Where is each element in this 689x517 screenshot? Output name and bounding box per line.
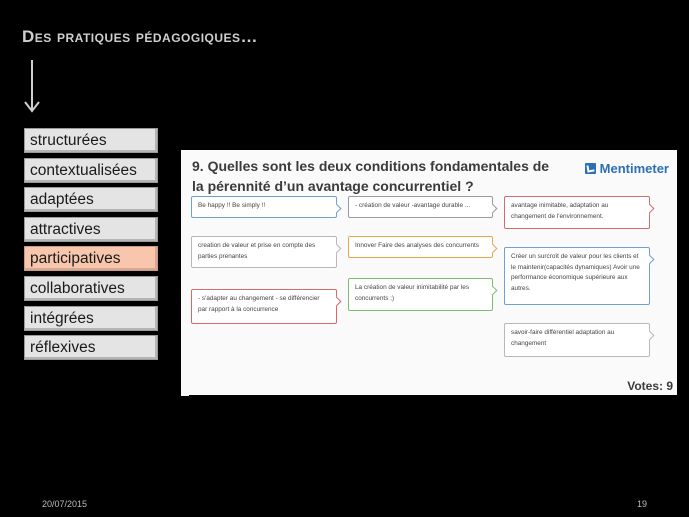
response-card: Créer un surcroît de valeur pour les clients et le maintenir(capacités dynamiques) Avoir une performance économique supérieure aux autres. bbox=[504, 247, 650, 305]
response-card: La création de valeur inimitabilité par les concurrents ;) bbox=[348, 278, 493, 311]
mentimeter-brand bbox=[585, 160, 669, 176]
list-item-reflexives: réflexives bbox=[24, 335, 158, 360]
response-card: - s'adapter au changement - se différencier par rapport à la concurrence bbox=[191, 289, 337, 324]
practices-list bbox=[24, 128, 158, 365]
screenshot-edge bbox=[181, 395, 189, 396]
response-card: savoir-faire différentiel adaptation au changement bbox=[504, 323, 650, 357]
mentimeter-question bbox=[192, 156, 592, 196]
list-item-integrees: intégrées bbox=[24, 306, 158, 331]
response-card: creation de valeur et prise en compte des parties prenantes bbox=[191, 236, 337, 268]
slide-title: Des pratiques pédagogiques… bbox=[22, 27, 259, 46]
list-item-structurees: structurées bbox=[24, 128, 158, 153]
list-item-contextualisees: contextualisées bbox=[24, 158, 158, 183]
response-card: avantage inimitable, adaptation au changement de l'environnement. bbox=[504, 196, 650, 229]
brand-name: Mentimeter bbox=[599, 160, 669, 176]
question-line-2: la pérennité d’un avantage concurrentiel ? bbox=[192, 178, 474, 194]
list-item-adaptees: adaptées bbox=[24, 187, 158, 212]
list-item-collaboratives: collaboratives bbox=[24, 276, 158, 301]
arrow-down-icon bbox=[22, 58, 42, 116]
list-item-participatives: participatives bbox=[24, 246, 158, 271]
response-card: - création de valeur -avantage durable ... bbox=[348, 196, 493, 218]
footer-date: 20/07/2015 bbox=[42, 499, 88, 509]
response-card: Be happy !! Be simply !! bbox=[191, 196, 337, 218]
list-item-attractives: attractives bbox=[24, 217, 158, 242]
votes-count: Votes: 9 bbox=[627, 379, 673, 393]
mentimeter-screenshot bbox=[181, 150, 677, 395]
response-card: Innover Faire des analyses des concurrents bbox=[348, 236, 493, 258]
question-line-1: 9. Quelles sont les deux conditions fondamentales de bbox=[192, 158, 550, 174]
mentimeter-logo-icon bbox=[585, 163, 596, 174]
page-number: 19 bbox=[637, 499, 648, 509]
